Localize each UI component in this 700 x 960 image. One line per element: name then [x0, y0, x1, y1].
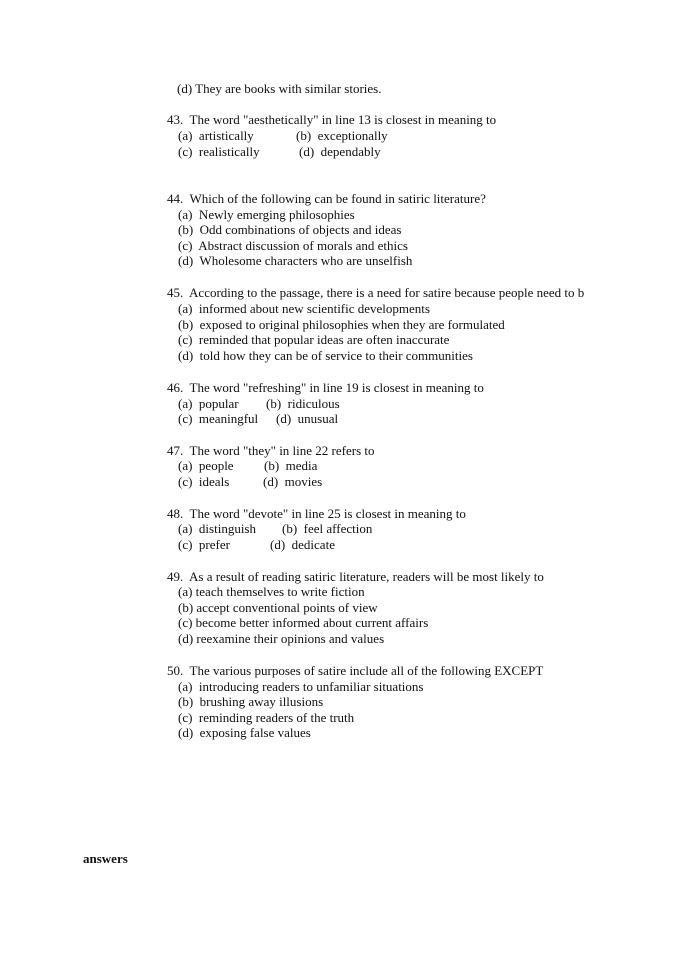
option-b: (b) ridiculous: [266, 396, 340, 411]
option-c: (c) reminded that popular ideas are often inaccurate: [178, 332, 450, 347]
option-a: (a) Newly emerging philosophies: [178, 207, 355, 222]
option-a: (a) artistically: [178, 128, 254, 143]
option-d: (d) unusual: [276, 411, 339, 426]
option-a: (a) distinguish: [178, 521, 256, 536]
question-stem: 46. The word "refreshing" in line 19 is closest in meaning to: [167, 380, 484, 395]
option-c: (c) Abstract discussion of morals and ethics: [178, 238, 408, 253]
question-stem: 45. According to the passage, there is a need for satire because people need to b: [167, 285, 585, 300]
option-b: (b) exposed to original philosophies when they are formulated: [178, 317, 505, 332]
option-d: (d) exposing false values: [178, 725, 311, 740]
option-d: (d) reexamine their opinions and values: [178, 631, 385, 646]
option-c: (c) become better informed about current affairs: [178, 615, 429, 630]
option-c: (c) meaningful: [178, 411, 259, 426]
option-d: (d) movies: [263, 474, 323, 489]
option-b: (b) media: [264, 458, 318, 473]
question-stem: 48. The word "devote" in line 25 is closest in meaning to: [167, 506, 466, 521]
carryover-option: (d) They are books with similar stories.: [177, 81, 382, 96]
option-d: (d) dedicate: [270, 537, 335, 552]
question-stem: 50. The various purposes of satire include all of the following EXCEPT: [167, 663, 544, 678]
option-b: (b) feel affection: [282, 521, 373, 536]
option-b: (b) accept conventional points of view: [178, 600, 378, 615]
question-stem: 49. As a result of reading satiric literature, readers will be most likely to: [167, 569, 544, 584]
option-c: (c) ideals: [178, 474, 230, 489]
option-d: (d) dependably: [299, 144, 381, 159]
option-c: (c) prefer: [178, 537, 230, 552]
option-b: (b) Odd combinations of objects and ideas: [178, 222, 402, 237]
option-a: (a) popular: [178, 396, 239, 411]
question-stem: 44. Which of the following can be found in satiric literature?: [167, 191, 486, 206]
option-a: (a) people: [178, 458, 234, 473]
answers-label: answers: [83, 851, 128, 866]
option-c: (c) realistically: [178, 144, 260, 159]
question-stem: 47. The word "they" in line 22 refers to: [167, 443, 375, 458]
option-b: (b) exceptionally: [296, 128, 388, 143]
option-a: (a) teach themselves to write fiction: [178, 584, 365, 599]
question-stem: 43. The word "aesthetically" in line 13 is closest in meaning to: [167, 112, 497, 127]
option-c: (c) reminding readers of the truth: [178, 710, 355, 725]
option-d: (d) told how they can be of service to their communities: [178, 348, 473, 363]
option-a: (a) introducing readers to unfamiliar situations: [178, 679, 424, 694]
option-d: (d) Wholesome characters who are unselfish: [178, 253, 413, 268]
option-a: (a) informed about new scientific developments: [178, 301, 430, 316]
option-b: (b) brushing away illusions: [178, 694, 324, 709]
